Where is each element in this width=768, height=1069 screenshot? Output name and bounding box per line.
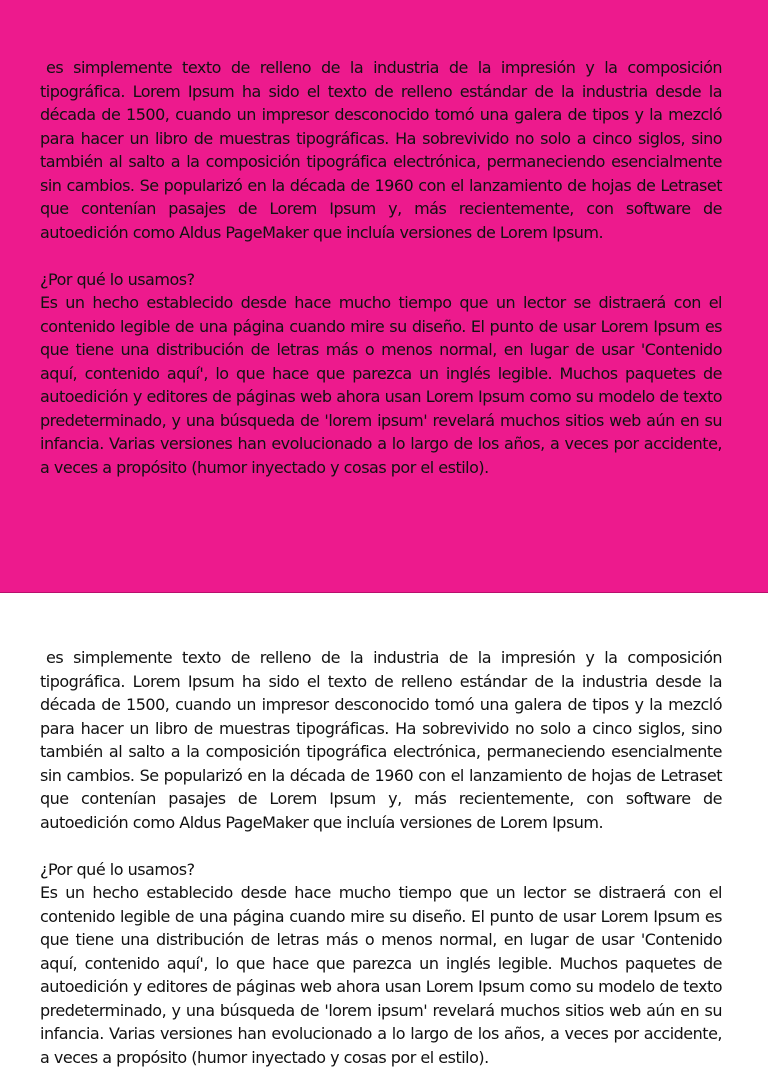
body-paragraph: Es un hecho establecido desde hace mucho tiempo que un lector se distraerá con el contenido legible de una página cuando mire su diseño. El punto de usar Lorem Ipsum es que tiene una distribución de letras más o menos normal, en lugar de usar 'Contenido aquí, contenido aquí', lo que hace que parezca un inglés legible. Muchos paquetes de autoedición y editores de páginas web ahora usan Lorem Ipsum como su modelo de texto predeterminado, y una búsqueda de 'lorem ipsum' revelará muchos sitios web aún en su infancia. Varias versiones han evolucionado a lo largo de los años, a veces por accidente, a veces a propósito (humor inyectado y cosas por el estilo).	[40, 293, 722, 477]
magenta-text-block	[40, 56, 722, 479]
section-heading: ¿Por qué lo usamos?	[40, 859, 195, 879]
white-text-panel	[0, 593, 768, 1067]
intro-paragraph: es simplemente texto de relleno de la industria de la impresión y la composición tipográfica. Lorem Ipsum ha sido el texto de relleno estándar de la industria desde la década de 1500, cuando un impresor desconocido tomó una galera de tipos y la mezcló para hacer un libro de muestras tipográficas. Ha sobrevivido no solo a cinco siglos, sino también al salto a la composición tipográfica electrónica, permaneciendo esencialmente sin cambios. Se popularizó en la década de 1960 con el lanzamiento de hojas de Letraset que contenían pasajes de Lorem Ipsum y, más recientemente, con software de autoedición como Aldus PageMaker que incluía versiones de Lorem Ipsum.	[40, 648, 722, 832]
white-text-block	[40, 646, 722, 1069]
intro-paragraph: es simplemente texto de relleno de la industria de la impresión y la composición tipográfica. Lorem Ipsum ha sido el texto de relleno estándar de la industria desde la década de 1500, cuando un impresor desconocido tomó una galera de tipos y la mezcló para hacer un libro de muestras tipográficas. Ha sobrevivido no solo a cinco siglos, sino también al salto a la composición tipográfica electrónica, permaneciendo esencialmente sin cambios. Se popularizó en la década de 1960 con el lanzamiento de hojas de Letraset que contenían pasajes de Lorem Ipsum y, más recientemente, con software de autoedición como Aldus PageMaker que incluía versiones de Lorem Ipsum.	[40, 58, 722, 242]
body-paragraph: Es un hecho establecido desde hace mucho tiempo que un lector se distraerá con el contenido legible de una página cuando mire su diseño. El punto de usar Lorem Ipsum es que tiene una distribución de letras más o menos normal, en lugar de usar 'Contenido aquí, contenido aquí', lo que hace que parezca un inglés legible. Muchos paquetes de autoedición y editores de páginas web ahora usan Lorem Ipsum como su modelo de texto predeterminado, y una búsqueda de 'lorem ipsum' revelará muchos sitios web aún en su infancia. Varias versiones han evolucionado a lo largo de los años, a veces por accidente, a veces a propósito (humor inyectado y cosas por el estilo).	[40, 883, 722, 1067]
section-heading: ¿Por qué lo usamos?	[40, 269, 195, 289]
paragraph-spacer	[40, 834, 722, 858]
paragraph-spacer	[40, 244, 722, 268]
